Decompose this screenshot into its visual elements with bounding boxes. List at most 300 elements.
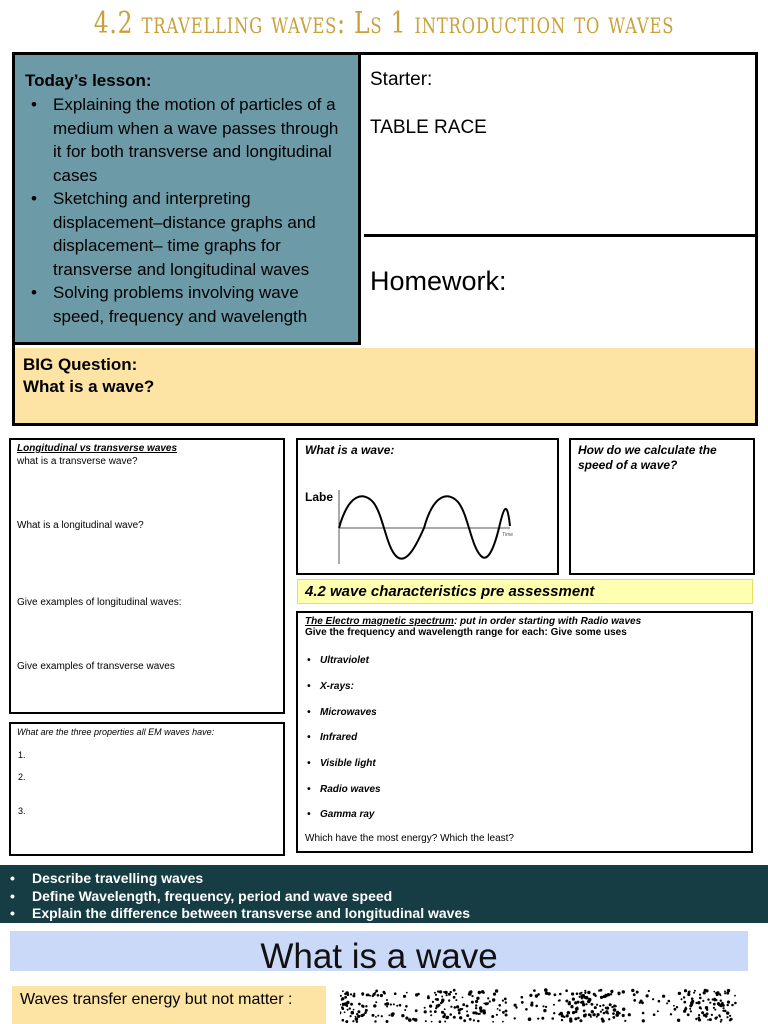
particle-dot	[466, 1014, 469, 1017]
bullet-icon: •	[10, 870, 15, 886]
particle-dot	[699, 1006, 702, 1009]
particle-dot	[597, 1013, 600, 1016]
objectives-bar	[0, 865, 768, 923]
starter-label: Starter:	[370, 69, 433, 90]
particle-dot	[386, 1002, 389, 1005]
lesson-bullet-text: Sketching and interpreting displacement–distance graphs and displacement– time graphs for transverse and longitudinal waves	[53, 189, 316, 279]
particle-dot	[673, 1005, 675, 1007]
particle-dot	[468, 993, 471, 996]
particle-dot	[582, 994, 586, 998]
particle-dot	[571, 992, 574, 995]
particle-dot	[341, 999, 343, 1001]
particle-dot	[461, 1008, 463, 1010]
particle-dot	[569, 1001, 571, 1003]
particle-dot	[492, 1021, 494, 1023]
particle-dot	[697, 1001, 700, 1004]
particle-dot	[684, 1008, 687, 1011]
particle-dot	[355, 1016, 357, 1018]
bullet-icon: •	[307, 707, 311, 718]
bullet-icon: •	[307, 732, 311, 743]
particle-dot	[589, 1014, 591, 1016]
particle-dot	[399, 1004, 402, 1007]
particle-dot	[722, 1010, 724, 1012]
particle-dot	[458, 1009, 461, 1012]
particle-dot	[542, 1005, 544, 1007]
particle-dot	[713, 991, 715, 993]
em-properties-box	[9, 722, 285, 856]
question-longitudinal-examples: Give examples of longitudinal waves:	[17, 597, 182, 608]
particle-dot	[565, 1000, 568, 1003]
particle-dot	[726, 1016, 728, 1018]
particle-dot	[404, 1009, 406, 1011]
particle-dot	[642, 1019, 645, 1022]
time-axis-label: Time	[502, 532, 514, 538]
todays-lesson-heading: Today’s lesson:	[25, 71, 152, 90]
particle-dot	[356, 1021, 358, 1023]
bullet-icon: •	[307, 809, 311, 820]
particle-dot	[657, 1010, 659, 1012]
particle-dot	[350, 993, 352, 995]
particle-dot	[391, 1013, 393, 1015]
particle-dot	[706, 1009, 708, 1011]
particle-dot	[388, 1014, 390, 1016]
sine-wave-line	[339, 496, 510, 558]
particle-dot	[709, 1018, 712, 1021]
particle-dot	[361, 992, 364, 995]
particle-dot	[559, 1012, 563, 1016]
particle-dot	[340, 1011, 341, 1013]
particle-dot	[514, 1017, 516, 1019]
lesson-bullet-text: Explaining the motion of particles of a medium when a wave passes through it for both transverse and longitudinal cases	[53, 95, 339, 185]
particle-dot	[544, 988, 548, 992]
particle-dot	[412, 1018, 415, 1021]
particle-dot	[633, 993, 636, 996]
particle-dot	[622, 1014, 625, 1017]
particle-dot	[592, 1014, 594, 1016]
particle-dot	[690, 1001, 694, 1005]
particle-dot	[652, 998, 654, 1000]
particle-dot	[698, 1018, 701, 1021]
answer-number: 3.	[18, 806, 26, 816]
particle-dot	[453, 996, 456, 999]
bullet-icon: •	[10, 887, 15, 904]
particle-dot	[366, 994, 369, 997]
particle-dot	[505, 1014, 508, 1017]
particle-dot	[362, 1013, 365, 1016]
particle-dot	[424, 1007, 426, 1009]
particle-dot	[431, 1021, 433, 1023]
em-item	[307, 681, 354, 692]
particle-dot	[729, 1015, 731, 1017]
pre-assessment-banner	[297, 579, 753, 604]
particle-dot	[498, 1004, 501, 1007]
particle-dot	[676, 1006, 678, 1008]
particle-dot	[504, 998, 507, 1001]
particle-dot	[674, 1008, 677, 1011]
sine-wave-graph	[334, 486, 519, 566]
particle-dot	[612, 1012, 615, 1015]
particle-dot	[375, 1016, 377, 1018]
particle-dot	[583, 1014, 587, 1018]
particle-dot	[449, 1013, 452, 1016]
particle-dot	[344, 996, 347, 999]
page-title: 4.2 travelling waves: Ls 1 introduction to waves	[93, 6, 675, 41]
particle-dot	[695, 1018, 697, 1020]
particle-dot	[624, 1020, 626, 1022]
particle-dot	[567, 1011, 570, 1014]
em-item-text: Microwaves	[320, 707, 377, 718]
particle-dot	[535, 1005, 538, 1008]
particle-dot	[477, 1020, 480, 1023]
particle-dot	[577, 1017, 580, 1020]
particle-dot	[636, 991, 639, 994]
objective-item	[10, 870, 758, 888]
lesson-grid	[12, 52, 758, 426]
particle-dot	[668, 1000, 671, 1003]
particle-dot	[561, 1019, 563, 1021]
homework-panel	[364, 240, 755, 345]
particle-dot	[693, 992, 695, 994]
particle-dot	[375, 990, 378, 993]
particle-dot	[727, 989, 730, 992]
particle-dot	[380, 994, 383, 997]
particle-dot	[502, 1011, 505, 1014]
particle-dot	[601, 1019, 604, 1022]
particle-dot	[572, 998, 575, 1001]
particle-dot	[436, 1004, 439, 1007]
particle-dot	[587, 1000, 591, 1004]
particle-dot	[610, 993, 612, 995]
particle-dot	[714, 1009, 716, 1011]
particle-dot	[406, 992, 408, 994]
particle-dot	[505, 1001, 507, 1003]
particle-dot	[633, 999, 636, 1002]
particle-dot	[443, 991, 445, 993]
particle-dot	[496, 1014, 498, 1016]
bullet-icon: •	[307, 681, 311, 692]
particle-dot	[455, 993, 457, 995]
particle-dot	[469, 1018, 472, 1021]
particle-dot	[600, 989, 603, 992]
particle-dot	[353, 993, 355, 995]
particle-dot	[362, 1005, 365, 1008]
particle-dot	[683, 996, 685, 998]
particle-dot	[491, 1015, 494, 1018]
particle-dot	[405, 1005, 408, 1008]
particle-dot	[403, 995, 406, 998]
bullet-icon: •	[10, 905, 15, 921]
particle-dot	[704, 989, 707, 992]
longitudinal-transverse-box	[9, 438, 285, 714]
particle-dot	[730, 1018, 733, 1021]
particle-dot	[658, 1000, 661, 1003]
particle-dot	[720, 1019, 722, 1021]
particle-dot	[690, 1010, 692, 1012]
bullet-icon: •	[31, 189, 37, 208]
particle-dot	[352, 994, 355, 997]
particle-dot	[373, 1004, 376, 1007]
particle-dot	[574, 1017, 577, 1020]
particle-dot	[466, 1010, 468, 1012]
particle-dot	[345, 1004, 347, 1006]
section-title: What is a wave	[10, 931, 748, 971]
particle-dot	[342, 1019, 345, 1022]
particle-dot	[386, 1006, 388, 1008]
em-item-text: X-rays:	[320, 681, 354, 692]
particle-dot	[383, 991, 386, 994]
particle-dot	[579, 996, 581, 998]
particle-dot	[473, 1019, 475, 1021]
particle-dot	[642, 1012, 645, 1015]
particle-dot	[723, 1007, 725, 1009]
particle-dot	[707, 1019, 709, 1021]
particle-dot	[718, 1003, 721, 1006]
particle-dot	[689, 1008, 691, 1010]
particle-dot	[453, 1016, 456, 1019]
em-spectrum-heading	[305, 616, 744, 627]
particle-dot	[716, 1016, 718, 1018]
question-longitudinal: What is a longitudinal wave?	[17, 520, 144, 531]
particle-dot	[684, 989, 687, 992]
particle-dot	[603, 1012, 606, 1015]
particle-dot	[342, 990, 344, 992]
particle-dot	[611, 991, 613, 993]
particle-dot	[666, 1002, 668, 1004]
particle-dot	[434, 992, 436, 994]
particle-dot	[480, 1009, 483, 1012]
particle-dot	[530, 1003, 533, 1006]
particle-dot	[345, 991, 349, 995]
em-item	[307, 655, 369, 666]
particle-dot	[375, 1001, 377, 1003]
particle-dot	[459, 1016, 462, 1019]
particle-dot	[446, 994, 448, 996]
objective-text: Define Wavelength, frequency, period and wave speed	[32, 887, 393, 904]
particle-dot	[435, 998, 437, 1000]
particle-dot	[713, 998, 716, 1001]
particle-dot	[724, 992, 726, 994]
particle-dot	[579, 992, 581, 994]
particle-dot	[493, 993, 496, 996]
particle-dot	[408, 1018, 412, 1022]
particle-dot	[581, 1001, 584, 1004]
particle-dot	[492, 998, 495, 1001]
bullet-icon: •	[307, 758, 311, 769]
particle-dot	[442, 1015, 445, 1018]
particle-dot	[350, 1003, 353, 1006]
em-item	[307, 732, 357, 743]
particle-dot	[475, 1000, 478, 1003]
particle-dot	[602, 1009, 604, 1011]
particle-dot	[570, 1005, 573, 1008]
particle-dot	[377, 1015, 379, 1017]
particle-dot	[688, 991, 690, 993]
particle-dot	[355, 1017, 359, 1021]
particle-dot	[554, 993, 557, 996]
particle-dot	[448, 993, 451, 996]
particle-dot	[727, 1004, 729, 1006]
em-item-text: Ultraviolet	[320, 655, 369, 666]
particle-dot	[724, 991, 726, 993]
particle-dot	[357, 1010, 360, 1013]
particle-dot	[475, 1004, 477, 1006]
particle-dot	[607, 993, 610, 996]
particle-dot	[699, 994, 701, 996]
particle-dot	[713, 1003, 716, 1006]
particle-dot	[648, 990, 650, 992]
particle-dot	[435, 994, 437, 996]
speed-question: How do we calculate the speed of a wave?	[578, 443, 717, 472]
particle-dot	[396, 1005, 398, 1007]
particle-dot	[563, 1016, 565, 1018]
particle-dot	[453, 989, 456, 992]
particle-dot	[606, 1007, 609, 1010]
particle-dot	[641, 1001, 644, 1004]
todays-lesson-panel	[15, 55, 361, 345]
particle-dot	[466, 1005, 469, 1008]
particle-dot	[670, 1013, 672, 1015]
pre-assessment-title: 4.2 wave characteristics pre assessment	[305, 583, 595, 600]
particle-dot	[455, 999, 457, 1001]
what-is-a-wave-box	[296, 438, 559, 575]
particle-dot	[591, 1003, 594, 1006]
em-item-text: Radio waves	[320, 784, 381, 795]
particle-dot	[485, 1002, 488, 1005]
particle-dot	[417, 993, 420, 996]
em-item	[307, 809, 374, 820]
particle-dot	[352, 1020, 354, 1022]
particle-dot	[448, 1000, 450, 1002]
particle-dot	[551, 1017, 554, 1020]
particle-dot	[622, 990, 625, 993]
particle-dot	[533, 989, 536, 992]
particle-dot	[653, 1013, 656, 1016]
particle-dot	[502, 1000, 504, 1002]
particle-dot	[681, 998, 683, 1000]
particle-dot	[702, 1000, 704, 1002]
particle-dot	[599, 1005, 601, 1007]
lesson-bullet	[25, 281, 348, 328]
particle-dot	[615, 1013, 619, 1017]
particle-dot	[709, 1002, 711, 1004]
particle-dot	[350, 1015, 352, 1017]
particle-dot	[528, 1017, 532, 1021]
particle-dot	[727, 1001, 730, 1004]
particle-dot	[479, 1013, 481, 1015]
em-properties-question: What are the three properties all EM waves have:	[17, 727, 215, 737]
particle-dot	[463, 1019, 466, 1022]
particle-dot	[566, 1014, 569, 1017]
particle-dot	[537, 1018, 539, 1020]
particle-dot	[565, 989, 568, 992]
particle-dot	[341, 1006, 344, 1009]
particle-dot	[462, 1003, 465, 1006]
bullet-icon: •	[307, 655, 311, 666]
big-question-text: What is a wave?	[23, 377, 155, 396]
particle-dot	[596, 1016, 598, 1018]
objective-text: Explain the difference between transverse and longitudinal waves	[32, 905, 471, 921]
particle-dot	[574, 1001, 577, 1004]
em-heading-underlined: The Electro magnetic spectrum	[305, 616, 454, 627]
big-question-label: BIG Question:	[23, 355, 138, 374]
particle-dot	[454, 1006, 457, 1009]
particle-dot	[372, 1014, 375, 1017]
em-energy-question: Which have the most energy? Which the least?	[305, 833, 514, 844]
lesson-bullet	[25, 93, 348, 187]
particle-dot	[583, 1010, 586, 1013]
em-item	[307, 758, 376, 769]
particle-dot	[584, 990, 586, 992]
particle-dot	[569, 1017, 572, 1020]
particle-dot	[369, 995, 371, 997]
particle-dot	[719, 1016, 721, 1018]
em-spectrum-box	[296, 611, 753, 853]
particle-dot	[374, 1020, 376, 1022]
objective-item	[10, 905, 758, 923]
particle-dot	[711, 1014, 713, 1016]
particle-wave-illustration	[340, 988, 740, 1024]
particle-dot	[608, 1018, 610, 1020]
particle-dot	[351, 1011, 355, 1015]
particle-dot	[613, 1005, 616, 1008]
lesson-bullet-text: Solving problems involving wave speed, frequency and wavelength	[53, 283, 308, 326]
particle-dot	[478, 991, 481, 994]
particle-dot	[447, 1016, 449, 1018]
question-transverse: what is a transverse wave?	[17, 456, 138, 467]
particle-dot	[432, 1001, 434, 1003]
particle-dot	[481, 990, 484, 993]
particle-dot	[439, 990, 442, 993]
particle-dot	[514, 1004, 517, 1007]
em-item	[307, 707, 377, 718]
particle-dot	[553, 1012, 555, 1014]
particle-dot	[394, 992, 397, 995]
particle-dot	[662, 995, 665, 998]
particle-dot	[576, 992, 579, 995]
particle-dot	[345, 1020, 348, 1023]
particle-dot	[618, 1012, 620, 1014]
particle-dot	[386, 1020, 389, 1023]
particle-dot	[694, 990, 696, 992]
lesson-bullet	[25, 187, 348, 281]
particle-dot	[505, 1010, 508, 1013]
starter-panel	[364, 55, 755, 237]
particle-dot	[475, 1007, 477, 1009]
particle-dot	[430, 1014, 432, 1016]
particle-dot	[731, 1004, 734, 1007]
particle-dot	[699, 997, 702, 1000]
particle-dot	[441, 1011, 444, 1014]
particle-dot	[705, 1015, 708, 1018]
particle-dot	[444, 1008, 446, 1010]
particle-dot	[364, 1012, 367, 1015]
objective-item	[10, 888, 758, 906]
particle-dot	[631, 989, 634, 992]
particle-dot	[602, 995, 605, 998]
homework-label: Homework:	[370, 266, 507, 296]
particle-dot	[602, 1004, 604, 1006]
particle-dot	[430, 1010, 432, 1012]
particle-dot	[476, 997, 479, 1000]
particle-dot	[678, 992, 681, 995]
particle-dot	[558, 1000, 560, 1002]
particle-dot	[572, 1011, 575, 1014]
particle-dot	[450, 1006, 452, 1008]
particle-dot	[462, 997, 464, 999]
particle-dot	[479, 1006, 482, 1009]
particle-dot	[441, 1001, 444, 1004]
longitudinal-heading: Longitudinal vs transverse waves	[17, 443, 178, 454]
